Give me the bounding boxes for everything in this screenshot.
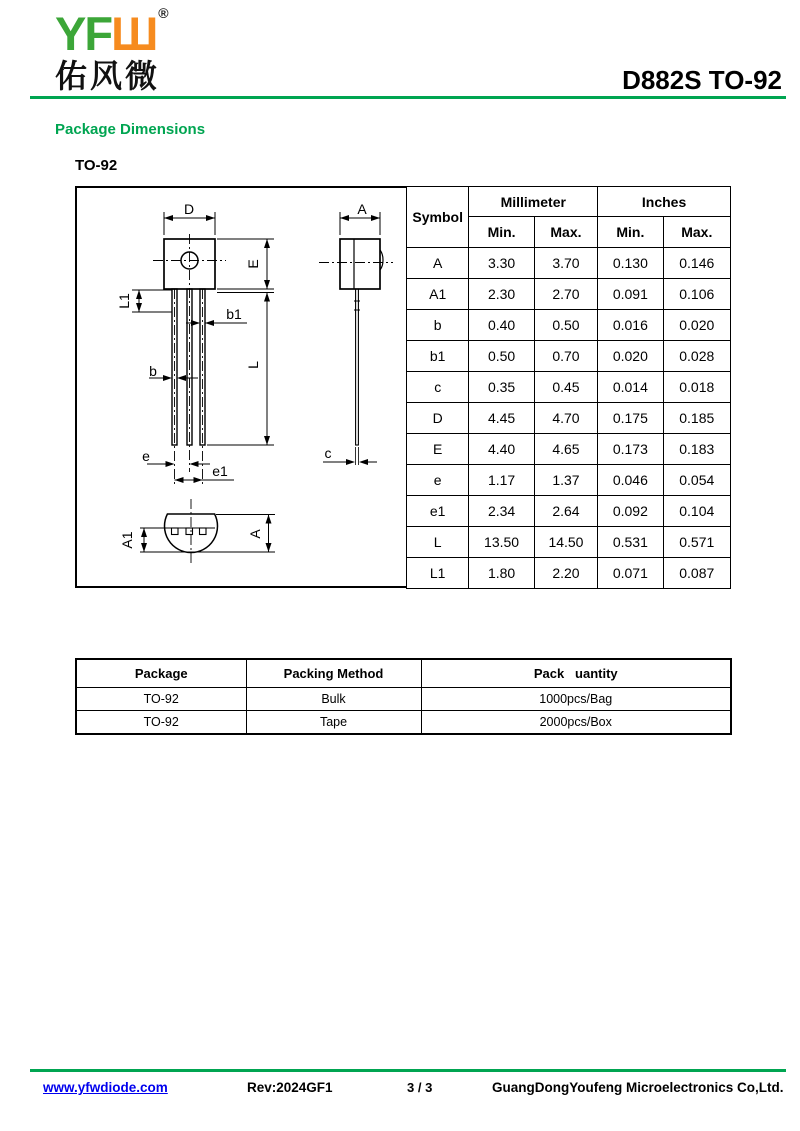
symbol-cell: D bbox=[407, 403, 469, 434]
mm-min-cell: 0.35 bbox=[469, 372, 534, 403]
mm-max-cell: 4.70 bbox=[534, 403, 597, 434]
dim-header-inches: Inches bbox=[598, 187, 731, 217]
pack-header-package: Package bbox=[76, 659, 246, 688]
symbol-cell: L bbox=[407, 527, 469, 558]
in-min-cell: 0.016 bbox=[598, 310, 663, 341]
table-row bbox=[407, 248, 731, 279]
package-type-label: TO-92 bbox=[75, 157, 118, 174]
mm-min-cell: 0.40 bbox=[469, 310, 534, 341]
symbol-cell: e bbox=[407, 465, 469, 496]
pack-package-cell: TO-92 bbox=[76, 711, 246, 735]
in-max-cell: 0.571 bbox=[663, 527, 730, 558]
table-row bbox=[407, 403, 731, 434]
revision-label: Rev:2024GF1 bbox=[247, 1080, 333, 1095]
logo-w-glyph: Ш bbox=[111, 7, 157, 60]
symbol-cell: b1 bbox=[407, 341, 469, 372]
dim-header-symbol: Symbol bbox=[407, 187, 469, 248]
table-row bbox=[407, 372, 731, 403]
in-max-cell: 0.185 bbox=[663, 403, 730, 434]
dim-label-L: L bbox=[245, 361, 261, 369]
in-min-cell: 0.046 bbox=[598, 465, 663, 496]
dim-label-b1: b1 bbox=[226, 306, 242, 322]
part-number-title: D882S TO-92 bbox=[622, 65, 782, 95]
in-max-cell: 0.183 bbox=[663, 434, 730, 465]
mm-min-cell: 1.17 bbox=[469, 465, 534, 496]
dim-label-c: c bbox=[324, 445, 332, 461]
logo-chinese-text: 佑风微 bbox=[55, 58, 161, 94]
table-row bbox=[407, 558, 731, 589]
table-row bbox=[407, 341, 731, 372]
table-row bbox=[76, 711, 731, 735]
dim-header-mm-max: Max. bbox=[534, 217, 597, 248]
mm-min-cell: 0.50 bbox=[469, 341, 534, 372]
in-max-cell: 0.054 bbox=[663, 465, 730, 496]
dim-header-in-min: Min. bbox=[598, 217, 663, 248]
mm-max-cell: 0.50 bbox=[534, 310, 597, 341]
dim-header-millimeter: Millimeter bbox=[469, 187, 598, 217]
website-link[interactable]: www.yfwdiode.com bbox=[43, 1080, 168, 1095]
in-min-cell: 0.020 bbox=[598, 341, 663, 372]
dim-label-A-bottom: A bbox=[247, 529, 263, 539]
mm-max-cell: 14.50 bbox=[534, 527, 597, 558]
pack-method-cell: Tape bbox=[246, 711, 421, 735]
dim-label-L1: L1 bbox=[116, 293, 132, 309]
registered-trademark-icon: ® bbox=[158, 5, 169, 21]
mm-min-cell: 3.30 bbox=[469, 248, 534, 279]
in-max-cell: 0.146 bbox=[663, 248, 730, 279]
company-name: GuangDongYoufeng Microelectronics Co,Ltd. bbox=[492, 1080, 784, 1095]
mm-max-cell: 1.37 bbox=[534, 465, 597, 496]
in-min-cell: 0.130 bbox=[598, 248, 663, 279]
mm-max-cell: 0.45 bbox=[534, 372, 597, 403]
symbol-cell: e1 bbox=[407, 496, 469, 527]
pack-header-method: Packing Method bbox=[246, 659, 421, 688]
in-min-cell: 0.173 bbox=[598, 434, 663, 465]
packing-table bbox=[75, 658, 732, 735]
package-dimensions-figure bbox=[75, 186, 730, 588]
mm-min-cell: 4.45 bbox=[469, 403, 534, 434]
symbol-cell: A bbox=[407, 248, 469, 279]
pack-header-quantity: Pack uantity bbox=[421, 659, 731, 688]
in-min-cell: 0.014 bbox=[598, 372, 663, 403]
in-max-cell: 0.020 bbox=[663, 310, 730, 341]
in-max-cell: 0.104 bbox=[663, 496, 730, 527]
dim-header-in-max: Max. bbox=[663, 217, 730, 248]
in-max-cell: 0.018 bbox=[663, 372, 730, 403]
mm-max-cell: 4.65 bbox=[534, 434, 597, 465]
mm-max-cell: 0.70 bbox=[534, 341, 597, 372]
symbol-cell: c bbox=[407, 372, 469, 403]
to92-package-drawing bbox=[77, 188, 407, 586]
in-max-cell: 0.087 bbox=[663, 558, 730, 589]
symbol-cell: A1 bbox=[407, 279, 469, 310]
header-divider bbox=[30, 96, 786, 99]
dim-label-e1: e1 bbox=[212, 463, 228, 479]
table-row bbox=[76, 688, 731, 711]
mm-max-cell: 2.20 bbox=[534, 558, 597, 589]
dim-label-A-side: A bbox=[357, 201, 367, 217]
mm-min-cell: 13.50 bbox=[469, 527, 534, 558]
footer-divider bbox=[30, 1069, 786, 1072]
in-max-cell: 0.028 bbox=[663, 341, 730, 372]
symbol-cell: E bbox=[407, 434, 469, 465]
logo-wordmark bbox=[55, 5, 169, 60]
in-min-cell: 0.071 bbox=[598, 558, 663, 589]
section-title: Package Dimensions bbox=[55, 121, 206, 138]
logo-yf-text: YF bbox=[55, 7, 112, 60]
table-row bbox=[407, 527, 731, 558]
dim-header-mm-min: Min. bbox=[469, 217, 534, 248]
mm-max-cell: 2.70 bbox=[534, 279, 597, 310]
table-row bbox=[407, 496, 731, 527]
in-max-cell: 0.106 bbox=[663, 279, 730, 310]
table-row bbox=[407, 279, 731, 310]
mm-min-cell: 2.30 bbox=[469, 279, 534, 310]
dim-label-D: D bbox=[183, 201, 195, 217]
in-min-cell: 0.092 bbox=[598, 496, 663, 527]
dim-label-b: b bbox=[149, 363, 157, 379]
pack-package-cell: TO-92 bbox=[76, 688, 246, 711]
pack-quantity-cell: 1000pcs/Bag bbox=[421, 688, 731, 711]
dimension-table bbox=[406, 186, 731, 589]
table-row bbox=[407, 310, 731, 341]
dim-label-A1: A1 bbox=[119, 531, 135, 549]
in-min-cell: 0.175 bbox=[598, 403, 663, 434]
page-number: 3 / 3 bbox=[407, 1080, 433, 1095]
symbol-cell: L1 bbox=[407, 558, 469, 589]
mm-min-cell: 1.80 bbox=[469, 558, 534, 589]
mm-max-cell: 2.64 bbox=[534, 496, 597, 527]
dim-label-E: E bbox=[245, 259, 261, 269]
mm-min-cell: 4.40 bbox=[469, 434, 534, 465]
table-row bbox=[407, 465, 731, 496]
mm-min-cell: 2.34 bbox=[469, 496, 534, 527]
in-min-cell: 0.531 bbox=[598, 527, 663, 558]
company-logo bbox=[55, 5, 169, 94]
in-min-cell: 0.091 bbox=[598, 279, 663, 310]
table-row bbox=[407, 434, 731, 465]
pack-method-cell: Bulk bbox=[246, 688, 421, 711]
mm-max-cell: 3.70 bbox=[534, 248, 597, 279]
pack-quantity-cell: 2000pcs/Box bbox=[421, 711, 731, 735]
symbol-cell: b bbox=[407, 310, 469, 341]
dim-label-e: e bbox=[142, 448, 150, 464]
